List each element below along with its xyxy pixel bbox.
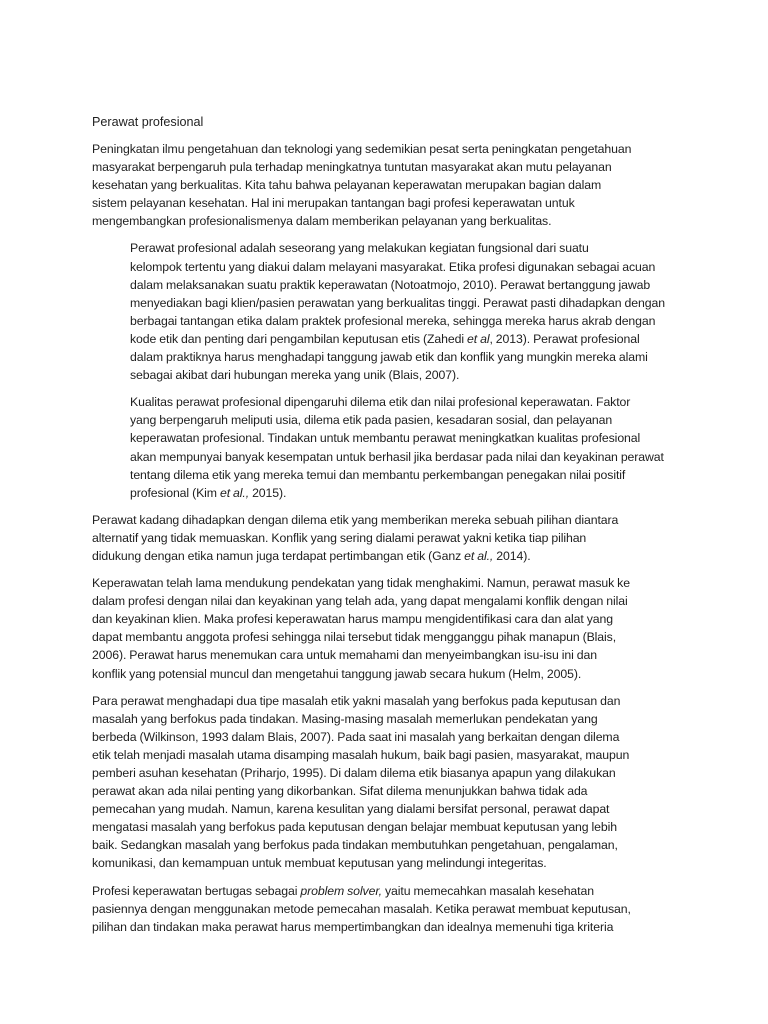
text-line: pasiennya dengan menggunakan metode pemecahan masalah. Ketika perawat membuat keputusan, [92,901,631,916]
text-run: kode etik dan penting dari pengambilan keputusan etis (Zahedi [130,331,468,346]
italic-citation: et al., [464,548,494,563]
text-line: Perawat profesional adalah seseorang yang melakukan kegiatan fungsional dari suatu [130,241,589,256]
text-line: tentang dilema etik yang mereka temui dan membantu perkembangan penegakan nilai positif [130,467,626,482]
text-line: 2006). Perawat harus menemukan cara untuk memahami dan menyeimbangkan isu-isu ini dan [92,648,597,663]
text-line [92,547,678,565]
italic-citation: et al., [219,485,250,500]
text-run: profesional (Kim [130,485,220,500]
text-line: keperawatan profesional. Tindakan untuk membantu perawat meningkatkan kualitas profesional [130,431,641,446]
text-line: yang berpengaruh meliputi usia, dilema etik pada pasien, kesadaran sosial, dan pelayanan [130,413,613,428]
text-line: baik. Sedangkan masalah yang berfokus pada tindakan membutuhkan pengetahuan, pengalaman, [92,838,618,853]
paragraph-4 [92,511,678,565]
text-run: 2014). [493,548,531,563]
paragraph-6 [92,692,678,873]
text-line: Kualitas perawat profesional dipengaruhi dilema etik dan nilai profesional keperawatan. Faktor [130,395,631,410]
text-run: Profesi keperawatan bertugas sebagai [92,883,301,898]
paragraph-1 [92,140,678,230]
text-line: Peningkatan ilmu pengetahuan dan teknologi yang sedemikian pesat serta peningkatan pengetahuan [92,142,632,156]
text-line: masalah yang berfokus pada tindakan. Masing-masing masalah memerlukan pendekatan yang [92,711,598,726]
text-line: pemberi asuhan kesehatan (Priharjo, 1995). Di dalam dilema etik biasanya apapun yang dilakukan [92,766,616,780]
text-line: sistem pelayanan kesehatan. Hal ini merupakan tantangan bagi profesi keperawatan untuk [92,196,575,211]
paragraph-3 [92,393,678,502]
document-title: Perawat profesional [92,115,204,129]
text-line: komunikasi, dan kemampuan untuk membuat keputusan yang melindungi integeritas. [92,856,547,871]
text-line: Para perawat menghadapi dua tipe masalah etik yakni masalah yang berfokus pada keputusan dan [92,693,621,708]
text-line [92,484,678,502]
text-line: kelompok tertentu yang diakui dalam melayani masyarakat. Etika profesi digunakan sebagai acuan [130,259,656,274]
text-line: akan mempunyai banyak kesempatan untuk berhasil jika berdasar pada nilai dan keyakinan perawat [130,449,664,464]
paragraph-7 [92,882,678,936]
text-line [92,882,678,900]
text-line: berbeda (Wilkinson, 1993 dalam Blais, 2007). Pada saat ini masalah yang berkaitan dengan dilema [92,729,620,744]
text-line: perawat akan ada nilai penting yang dikorbankan. Sifat dilema menunjukkan bahwa tidak ada [92,784,588,799]
text-line [92,330,678,348]
italic-term: problem solver, [300,883,382,898]
text-run: , 2013). Perawat profesional [489,331,640,346]
text-line: pilihan dan tindakan maka perawat harus mempertimbangkan dan idealnya memenuhi tiga kriteria [92,919,614,934]
text-run: 2015). [249,485,287,500]
text-line: masyarakat berpengaruh pula terhadap meningkatnya tuntutan masyarakat akan mutu pelayanan [92,160,612,175]
text-run: didukung dengan etika namun juga terdapat pertimbangan etik (Ganz [92,548,465,563]
text-line: alternatif yang tidak memuaskan. Konflik yang sering dialami perawat yakni ketika tiap pilihan [92,530,587,545]
text-line: berbagai tantangan etika dalam praktek profesional mereka, sehingga mereka harus akrab dengan [130,313,656,328]
text-line: dalam melaksanakan suatu praktik keperawatan (Notoatmojo, 2010). Perawat bertanggung jawab [130,277,651,292]
text-line: mengatasi masalah yang berfokus pada keputusan dengan belajar membuat keputusan yang lebih [92,820,618,835]
text-line: dalam profesi dengan nilai dan keyakinan yang telah ada, yang dapat mengalami konflik dengan nilai [92,594,628,609]
text-line: konflik yang potensial muncul dan mengetahui tanggung jawab secara hukum (Helm, 2005). [92,666,582,681]
text-line: sebagai akibat dari hubungan mereka yang unik (Blais, 2007). [130,368,460,383]
text-line: Keperawatan telah lama mendukung pendekatan yang tidak menghakimi. Namun, perawat masuk ke [92,576,630,591]
text-line: Perawat kadang dihadapkan dengan dilema etik yang memberikan mereka sebuah pilihan diantara [92,512,619,527]
paragraph-2 [92,239,678,384]
text-line: dan keyakinan klien. Maka profesi keperawatan harus mampu mengidentifikasi cara dan alat yang [92,612,613,627]
text-line: dalam praktiknya harus menghadapi tanggung jawab etik dan konflik yang mungkin mereka alami [130,350,648,365]
text-line: kesehatan yang berkualitas. Kita tahu bahwa pelayanan keperawatan merupakan bagian dalam [92,178,602,193]
paragraph-5 [92,574,678,683]
text-line: menyediakan bagi klien/pasien perawatan yang berkualitas tinggi. Perawat pasti dihadapkan dengan [130,295,665,310]
text-line: dapat membantu anggota profesi sehingga nilai tersebut tidak mengganggu pihak manapun (Blais, [92,630,617,645]
text-line: pemecahan yang mudah. Namun, karena kesulitan yang dialami bersifat personal, perawat dapat [92,802,610,817]
text-line: mengembangkan profesionalismenya dalam memberikan pelayanan yang berkualitas. [92,214,552,229]
text-line: etik telah menjadi masalah utama disamping masalah hukum, baik bagi pasien, masyarakat, maupun [92,747,630,762]
text-run: yaitu memecahkan masalah kesehatan [381,883,594,898]
italic-citation: et al [467,331,490,346]
